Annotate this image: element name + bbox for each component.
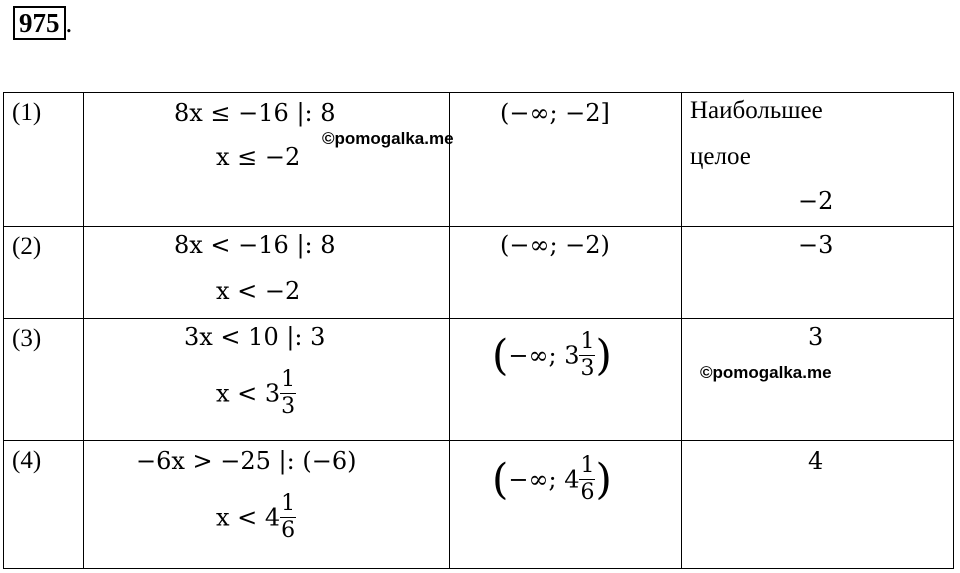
- interval-cell: [450, 227, 682, 319]
- answer-cell: [682, 441, 954, 569]
- table-row: [4, 319, 954, 441]
- watermark: ©pomogalka.me: [322, 129, 454, 148]
- fraction-denominator: 6: [580, 480, 595, 505]
- row-index-cell: [4, 227, 84, 319]
- fraction-denominator: 6: [281, 518, 296, 543]
- answer-value: −3: [798, 231, 834, 259]
- fraction-denominator: 3: [281, 394, 296, 419]
- inequality-line2: [216, 369, 296, 418]
- inequality-line1: 3x < 10 |: 3: [184, 323, 326, 351]
- inequality-line2: x < −2: [216, 277, 301, 305]
- interval-text: −∞; 4: [508, 465, 580, 494]
- row-index: (4): [12, 447, 42, 474]
- interval: (−∞; −2): [500, 231, 610, 259]
- table-row: [4, 441, 954, 569]
- interval: (−∞; −2]: [500, 99, 610, 127]
- inequality-cell: [84, 93, 454, 227]
- answer-cell: [682, 93, 954, 227]
- row-index: (3): [12, 325, 42, 352]
- inequality-cell: [84, 227, 450, 319]
- answer-label-line1: Наибольшее: [690, 97, 823, 124]
- interval-text: −∞; 3: [508, 341, 580, 370]
- fraction: [579, 331, 595, 380]
- inequality-line1: −6x > −25 |: (−6): [136, 447, 357, 475]
- table-row: [4, 93, 954, 227]
- interval-open-paren: (: [492, 330, 509, 380]
- problem-number-dot: .: [65, 8, 73, 38]
- table-row: [4, 227, 954, 319]
- answer-value: 4: [808, 447, 824, 475]
- row-index-cell: [4, 441, 84, 569]
- inequality-line2-prefix: x < 3: [216, 379, 281, 408]
- problem-number: [13, 4, 72, 42]
- answer-value: −2: [798, 187, 834, 215]
- inequality-line1: 8x < −16 |: 8: [174, 231, 336, 259]
- interval-close-paren: ): [595, 330, 612, 380]
- fraction-numerator: 1: [281, 367, 296, 392]
- inequality-line1: 8x ≤ −16 |: 8: [174, 99, 336, 127]
- fraction: [280, 369, 296, 418]
- inequality-cell: [84, 441, 450, 569]
- answer-cell: [682, 319, 954, 441]
- interval-open-paren: (: [492, 454, 509, 504]
- fraction-numerator: 1: [580, 453, 595, 478]
- inequality-line2: [216, 493, 296, 542]
- row-index-cell: [4, 319, 84, 441]
- interval: [492, 455, 612, 504]
- inequality-cell: [84, 319, 450, 441]
- fraction-denominator: 3: [580, 356, 595, 381]
- fraction-numerator: 1: [281, 491, 296, 516]
- inequality-line2: x ≤ −2: [216, 143, 301, 171]
- answer-label-line2: целое: [690, 143, 751, 170]
- interval-cell: [450, 93, 682, 227]
- watermark: ©pomogalka.me: [700, 363, 832, 382]
- fraction-numerator: 1: [580, 329, 595, 354]
- answer-cell: [682, 227, 954, 319]
- row-index: (1): [12, 99, 42, 126]
- inequality-line2-prefix: x < 4: [216, 503, 281, 532]
- interval-cell: [450, 441, 682, 569]
- answer-value: 3: [808, 323, 824, 351]
- row-index-cell: [4, 93, 84, 227]
- solution-table: [3, 92, 954, 569]
- interval: [492, 331, 612, 380]
- fraction: [280, 493, 296, 542]
- interval-close-paren: ): [595, 454, 612, 504]
- problem-number-box: 975: [13, 6, 66, 40]
- interval-cell: [450, 319, 682, 441]
- row-index: (2): [12, 233, 42, 260]
- fraction: [579, 455, 595, 504]
